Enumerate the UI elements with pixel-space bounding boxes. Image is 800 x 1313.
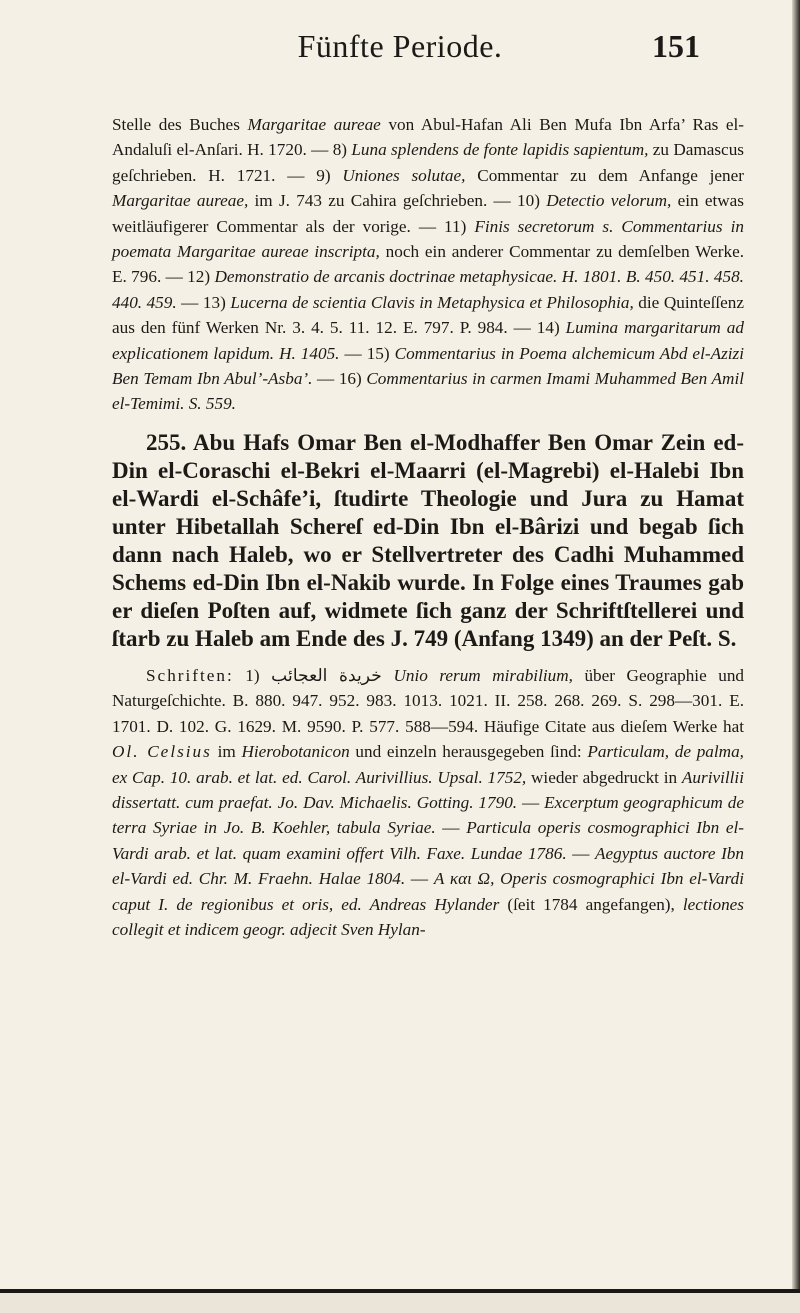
writings-paragraph [112, 663, 744, 942]
work-title: Detectio velorum, [546, 191, 672, 211]
work-title: Commentarius in carmen Imami Muhammed Ben Amil el-Temimi. S. 559. [112, 369, 744, 414]
text-run: über Geographie und Naturgeſchichte. B. 880. 947. 952. 983. 1013. 1021. II. 258. 268. 269. S. 298—301. E. 1701. D. 102. G. 1629. M. 9590. P. 577. 588—594. Häufige Citate aus dieſem Werke hat [112, 665, 745, 736]
text-run: Stelle des Buches [112, 115, 248, 134]
body-text [112, 112, 744, 942]
text-run: — [435, 818, 467, 838]
work-title: Aegyptus auctore Ibn el-Vardi ed. Chr. M. Fraehn. Halae 1804. [112, 843, 744, 889]
work-title: Excerptum geographicum de terra Syriae in Jo. B. Koehler, tabula Syriae. [112, 792, 744, 838]
text-run: noch ein anderer Commentar zu demſelben Werke. E. 796. — 12) [112, 242, 744, 287]
page-number: 151 [652, 28, 700, 64]
work-title: lectiones collegit et indicem geogr. adjecit Sven Hylan- [112, 894, 744, 939]
entry-255-heading: 255. Abu Hafs Omar Ben el-Modhaffer Ben Omar Zein ed-Din el-Coraschi el-Bekri el-Maarri (el-Magrebi) el-Halebi Ibn el-Wardi el-Schâfe’i, ſtudirte Theologie und Jura zu Hamat unter Hibetallah Schereſ ed-Din Ibn el-Bârizi und begab ſich dann nach Haleb, wo er Stellvertreter des Cadhi Muhammed Schems ed-Din Ibn el-Nakib wurde. In Folge eines Traumes gab er dieſen Poſten auf, widmete ſich ganz der Schriftſtellerei und ſtarb zu Haleb am Ende des J. 749 (Anfang 1349) an der Peſt. S. [112, 429, 744, 651]
work-title: Particula operis cosmographici Ibn el-Vardi arab. et lat. quam examini offert Vilh. Faxe. Lundae 1786. [112, 818, 744, 863]
work-title: Margaritae aureae [247, 115, 381, 134]
page-edge-shadow [792, 0, 800, 1313]
running-head: Fünfte Periode. [297, 28, 503, 64]
work-title: Margaritae aureae, [112, 191, 249, 211]
text-run: ein etwas weitläufigerer Commentar als der vorige. — 11) [112, 191, 744, 236]
author-name: Ol. Celsius [112, 742, 212, 762]
text-run: im [211, 742, 242, 762]
work-title: Lumina margaritarum ad explicationem lapidum. H. 1405. [112, 318, 744, 363]
text-run: — [517, 792, 545, 812]
work-title: Lucerna de scientia Clavis in Metaphysica et Philosophia, [230, 292, 634, 312]
text-run: — 15) [339, 343, 395, 363]
work-title: Hierobotanicon [241, 742, 350, 762]
work-title: Finis secretorum s. Commentarius in poemata Margaritae aureae inscripta, [112, 216, 744, 262]
text-run: die Quinteſſenz aus den fünf Werken Nr. 3. 4. 5. 11. 12. E. 797. P. 984. — 14) [112, 292, 745, 338]
text-run: im J. 743 zu Cahira geſchrieben. — 10) [248, 191, 547, 211]
text-run: — [566, 843, 596, 863]
text-run: (ſeit 1784 angefangen), [499, 894, 683, 914]
writings-label: Schriften: [146, 665, 234, 685]
work-title: Unio rerum mirabilium, [393, 665, 573, 685]
work-title: Demonstratio de arcanis doctrinae metaphysicae. H. 1801. B. 450. 451. 458. 440. 459. [112, 267, 744, 312]
work-title: Luna splendens de fonte lapidis sapientum, [351, 140, 649, 160]
work-title: Commentarius in Poema alchemicum Abd el-Azizi Ben Temam Ibn Abul’-Asba’. [112, 343, 744, 389]
scan-bottom-border [0, 1289, 800, 1313]
page-header [0, 28, 800, 78]
text-run: zu Damascus geſchrieben. H. 1721. — 9) [112, 140, 744, 185]
paragraph-continuation [112, 112, 744, 417]
work-title: A και Ω, Operis cosmographici Ibn el-Vardi caput I. de regionibus et oris, ed. Andreas Hylander [112, 869, 745, 914]
text-run: wieder abgedruckt in [526, 767, 682, 787]
text-run: — [405, 869, 434, 889]
work-title: Particulam, de palma, ex Cap. 10. arab. et lat. ed. Carol. Aurivillius. Upsal. 1752, [112, 742, 744, 787]
text-run: Commentar zu dem Anfange jener [465, 165, 744, 185]
work-title: Aurivillii dissertatt. cum praefat. Jo. Dav. Michaelis. Gotting. 1790. [112, 767, 744, 812]
text-run: von Abul-Hafan Ali Ben Mufa Ibn Arfa’ Ras el-Andaluſi el-Anſari. H. 1720. — 8) [112, 115, 745, 160]
work-title: Uniones solutae, [342, 165, 466, 185]
text-run: — 16) [312, 369, 367, 389]
text-run: 1) خريدة العجائب [233, 665, 394, 685]
text-run: — 13) [176, 292, 231, 312]
text-run: und einzeln herausgegeben ſind: [349, 742, 588, 762]
